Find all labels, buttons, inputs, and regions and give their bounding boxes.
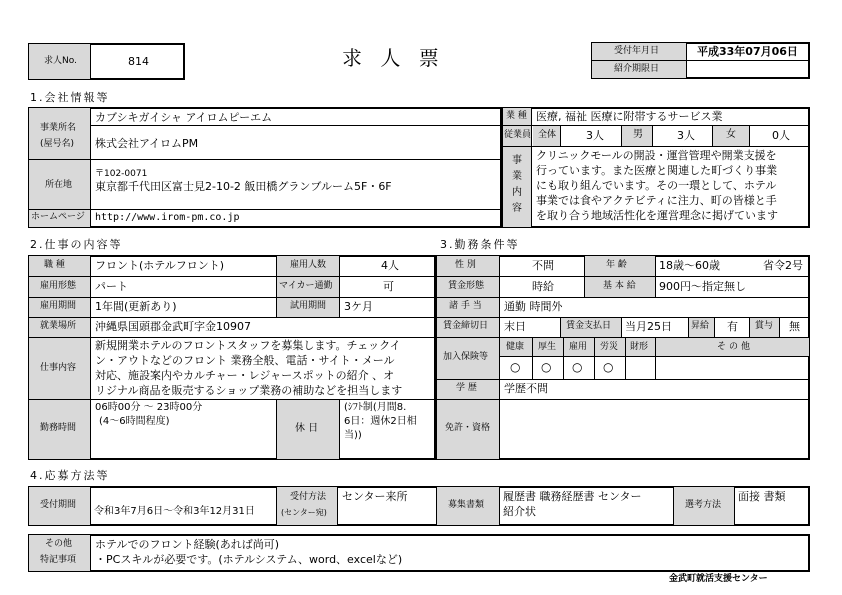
ins-col-line-1 bbox=[532, 338, 533, 379]
issuer: 金武町就活支援センター bbox=[669, 574, 768, 584]
hires: 4人 bbox=[381, 259, 399, 272]
holiday-line-3: 当)) bbox=[344, 430, 362, 441]
section-3-title: 3.勤務条件等 bbox=[440, 238, 520, 251]
female-label: 女 bbox=[726, 129, 736, 140]
company-name: 株式会社アイロムPM bbox=[95, 137, 199, 150]
job-type: フロント(ホテルフロント) bbox=[95, 259, 225, 272]
female-employees: 0人 bbox=[772, 129, 790, 142]
male-employees: 3人 bbox=[677, 129, 695, 142]
received-date-label: 受付年月日 bbox=[614, 46, 660, 56]
company-row-line-1 bbox=[91, 125, 501, 126]
cond-row-line-2 bbox=[437, 297, 809, 298]
page-title: 求 人 票 bbox=[342, 46, 445, 70]
age-note: 省令2号 bbox=[763, 259, 803, 272]
ins-col-line-3 bbox=[594, 338, 595, 379]
app-selection: 面接 書類 bbox=[738, 490, 786, 503]
trial-label: 試用期間 bbox=[290, 301, 327, 311]
content-line-4: リジナル商品を販売するショップ業務の補助などを担当します bbox=[95, 384, 403, 397]
content-line-2: ン・アウトなどのフロント 業務全般、電話・サイト・メール bbox=[95, 354, 395, 367]
other-label-1: その他 bbox=[45, 539, 73, 549]
app-selection-label: 選考方法 bbox=[685, 500, 722, 510]
other-line-1: ホテルでのフロント経験(あれば尚可) bbox=[95, 538, 280, 551]
content-line-3: 対応、施設案内やカルチャー・レジャースポットの紹介 、オ bbox=[95, 369, 395, 382]
job-row-line-4 bbox=[29, 337, 435, 338]
business-label-char-3: 内 bbox=[512, 187, 522, 198]
insurance-header-employment: 雇用 bbox=[569, 342, 588, 352]
wage-form: 時給 bbox=[532, 280, 554, 293]
other-line-2: ・PCスキルが必要です。(ホテルシステム、word、excelなど) bbox=[95, 553, 403, 566]
business-label-char-2: 業 bbox=[512, 171, 522, 182]
bonus: 無 bbox=[789, 320, 800, 333]
base-pay: 900円～指定無し bbox=[659, 280, 746, 293]
company-name-kana: カブシキガイシャ アイロムピーエム bbox=[95, 111, 273, 124]
received-date-value: 平成33年07月06日 bbox=[697, 45, 798, 58]
homepage-label: ホームページ bbox=[31, 212, 85, 222]
ins-col-line-2 bbox=[563, 338, 564, 379]
closing-label: 賃金締切日 bbox=[443, 321, 489, 331]
industry: 医療, 福祉 医療に附帯するサービス業 bbox=[536, 110, 723, 123]
education-label: 学 歴 bbox=[456, 383, 477, 393]
insurance-header-pension: 厚生 bbox=[538, 342, 557, 352]
job-row-line-1 bbox=[29, 276, 435, 277]
car: 可 bbox=[383, 280, 394, 293]
raise: 有 bbox=[727, 320, 738, 333]
form-label: 雇用形態 bbox=[40, 281, 77, 291]
holiday-line-1: (ｼﾌﾄ制(月間8. bbox=[344, 402, 407, 413]
business-line-2: 行っています。また医療と関連した町づくり事業 bbox=[536, 164, 778, 177]
allowance-label: 諸 手 当 bbox=[449, 301, 482, 311]
hours-line-1: 06時00分 ～ 23時00分 bbox=[95, 402, 203, 413]
company-name-label-1: 事業所名 bbox=[40, 123, 77, 133]
job-row-line-5 bbox=[29, 399, 435, 400]
holiday-label: 休 日 bbox=[295, 423, 319, 434]
section-1-title: 1.会社情報等 bbox=[30, 91, 110, 104]
content-label: 仕事内容 bbox=[40, 363, 77, 373]
insurance-header-savings: 財形 bbox=[630, 342, 649, 352]
job-no-label: 求人No. bbox=[44, 56, 77, 66]
employees-label: 従業員 bbox=[504, 130, 532, 140]
company-row-line-3 bbox=[29, 209, 501, 210]
license-label: 免許・資格 bbox=[445, 423, 491, 433]
job-no-value: 814 bbox=[128, 55, 149, 68]
business-line-1: クリニックモールの開設・運営管理や開業支援を bbox=[536, 149, 777, 162]
app-documents-line-1: 履歴書 職務経歴書 センター bbox=[503, 490, 642, 503]
insurance-other-label: その他 bbox=[717, 342, 754, 352]
total-employees: 3人 bbox=[586, 129, 604, 142]
education: 学歴不問 bbox=[504, 382, 548, 395]
hours-label: 勤務時間 bbox=[40, 423, 77, 433]
content-line-1: 新規開業ホテルのフロントスタッフを募集します。チェックイ bbox=[95, 339, 401, 352]
holiday-line-2: 6日：週休2日相 bbox=[344, 416, 417, 427]
address: 東京都千代田区富士見2-10-2 飯田橋グランブルーム5F・6F bbox=[95, 180, 392, 193]
section-4-title: 4.応募方法等 bbox=[30, 469, 110, 482]
job-row-line-2 bbox=[29, 297, 435, 298]
company-name-label-2: (屋号名) bbox=[40, 139, 75, 149]
business-label-char-1: 事 bbox=[512, 155, 522, 166]
allowance: 通勤 時間外 bbox=[504, 300, 563, 313]
period-label: 雇用期間 bbox=[40, 301, 77, 311]
place-label: 就業場所 bbox=[40, 321, 77, 331]
app-documents-line-2: 紹介状 bbox=[503, 505, 536, 518]
gender: 不問 bbox=[532, 259, 554, 272]
trial: 3ケ月 bbox=[344, 300, 373, 313]
insurance-employment-value: ○ bbox=[572, 360, 583, 374]
app-method-label-2: (センター宛) bbox=[281, 508, 327, 517]
job-row-line-3 bbox=[29, 317, 435, 318]
wage-form-label: 賃金形態 bbox=[448, 281, 485, 291]
address-label: 所在地 bbox=[45, 180, 73, 190]
cond-row-line-1 bbox=[437, 276, 809, 277]
gender-label: 性 別 bbox=[455, 260, 476, 270]
ins-col-line-4 bbox=[625, 338, 626, 379]
base-pay-label: 基 本 給 bbox=[603, 281, 636, 291]
hours-line-2: (4～6時間程度) bbox=[99, 416, 170, 427]
employees-top-line bbox=[532, 125, 809, 126]
app-method: センター来所 bbox=[342, 490, 408, 503]
app-period: 令和3年7月6日～令和3年12月31日 bbox=[94, 506, 255, 517]
hires-label: 雇用人数 bbox=[290, 260, 327, 270]
insurance-label: 加入保険等 bbox=[443, 352, 489, 362]
section-2-title: 2.仕事の内容等 bbox=[30, 238, 123, 251]
closing: 末日 bbox=[504, 320, 526, 333]
male-label: 男 bbox=[633, 129, 643, 140]
form: パート bbox=[95, 280, 128, 293]
app-period-label: 受付期間 bbox=[40, 500, 77, 510]
car-label: マイカー通勤 bbox=[279, 281, 333, 291]
employees-bottom-line bbox=[532, 146, 809, 147]
pay-day: 当月25日 bbox=[625, 320, 672, 333]
cond-row-line-5 bbox=[437, 379, 809, 380]
industry-label: 業 種 bbox=[506, 111, 527, 121]
business-line-4: 事業では食やアクテビティに注力、町の皆様と手 bbox=[536, 194, 777, 207]
insurance-pension-value: ○ bbox=[541, 360, 552, 374]
insurance-accident-value: ○ bbox=[603, 360, 614, 374]
app-method-label-1: 受付方法 bbox=[290, 492, 327, 502]
dates-divider bbox=[592, 60, 809, 61]
postal-code: 〒102-0071 bbox=[95, 169, 148, 179]
cond-row-line-6 bbox=[437, 399, 809, 400]
raise-label: 昇給 bbox=[691, 321, 710, 331]
place: 沖縄県国頭郡金武町字金10907 bbox=[95, 320, 251, 333]
business-line-3: にも取り組んでいます。その一環として、ホテル bbox=[536, 179, 777, 192]
homepage-link[interactable]: http://www.irom-pm.co.jp bbox=[95, 212, 240, 223]
job-type-label: 職 種 bbox=[44, 260, 65, 270]
pay-day-label: 賃金支払日 bbox=[566, 321, 612, 331]
total-label: 全体 bbox=[538, 130, 557, 140]
business-label-char-4: 容 bbox=[512, 203, 522, 214]
insurance-header-accident: 労災 bbox=[600, 342, 619, 352]
age: 18歳～60歳 bbox=[659, 259, 720, 272]
company-row-line-2 bbox=[29, 159, 501, 160]
ins-col-line-5 bbox=[655, 338, 656, 379]
bonus-label: 賞与 bbox=[755, 321, 774, 331]
insurance-header-health: 健康 bbox=[506, 342, 525, 352]
insurance-health-value: ○ bbox=[510, 360, 521, 374]
period: 1年間(更新あり) bbox=[95, 300, 177, 313]
other-label-2: 特記事項 bbox=[40, 555, 77, 565]
age-label: 年 齢 bbox=[606, 260, 627, 270]
app-documents-label: 募集書類 bbox=[448, 500, 485, 510]
intro-deadline-label: 紹介期限日 bbox=[614, 64, 660, 74]
business-line-5: を取り合う地域活性化を運営理念に掲げています bbox=[536, 209, 778, 222]
